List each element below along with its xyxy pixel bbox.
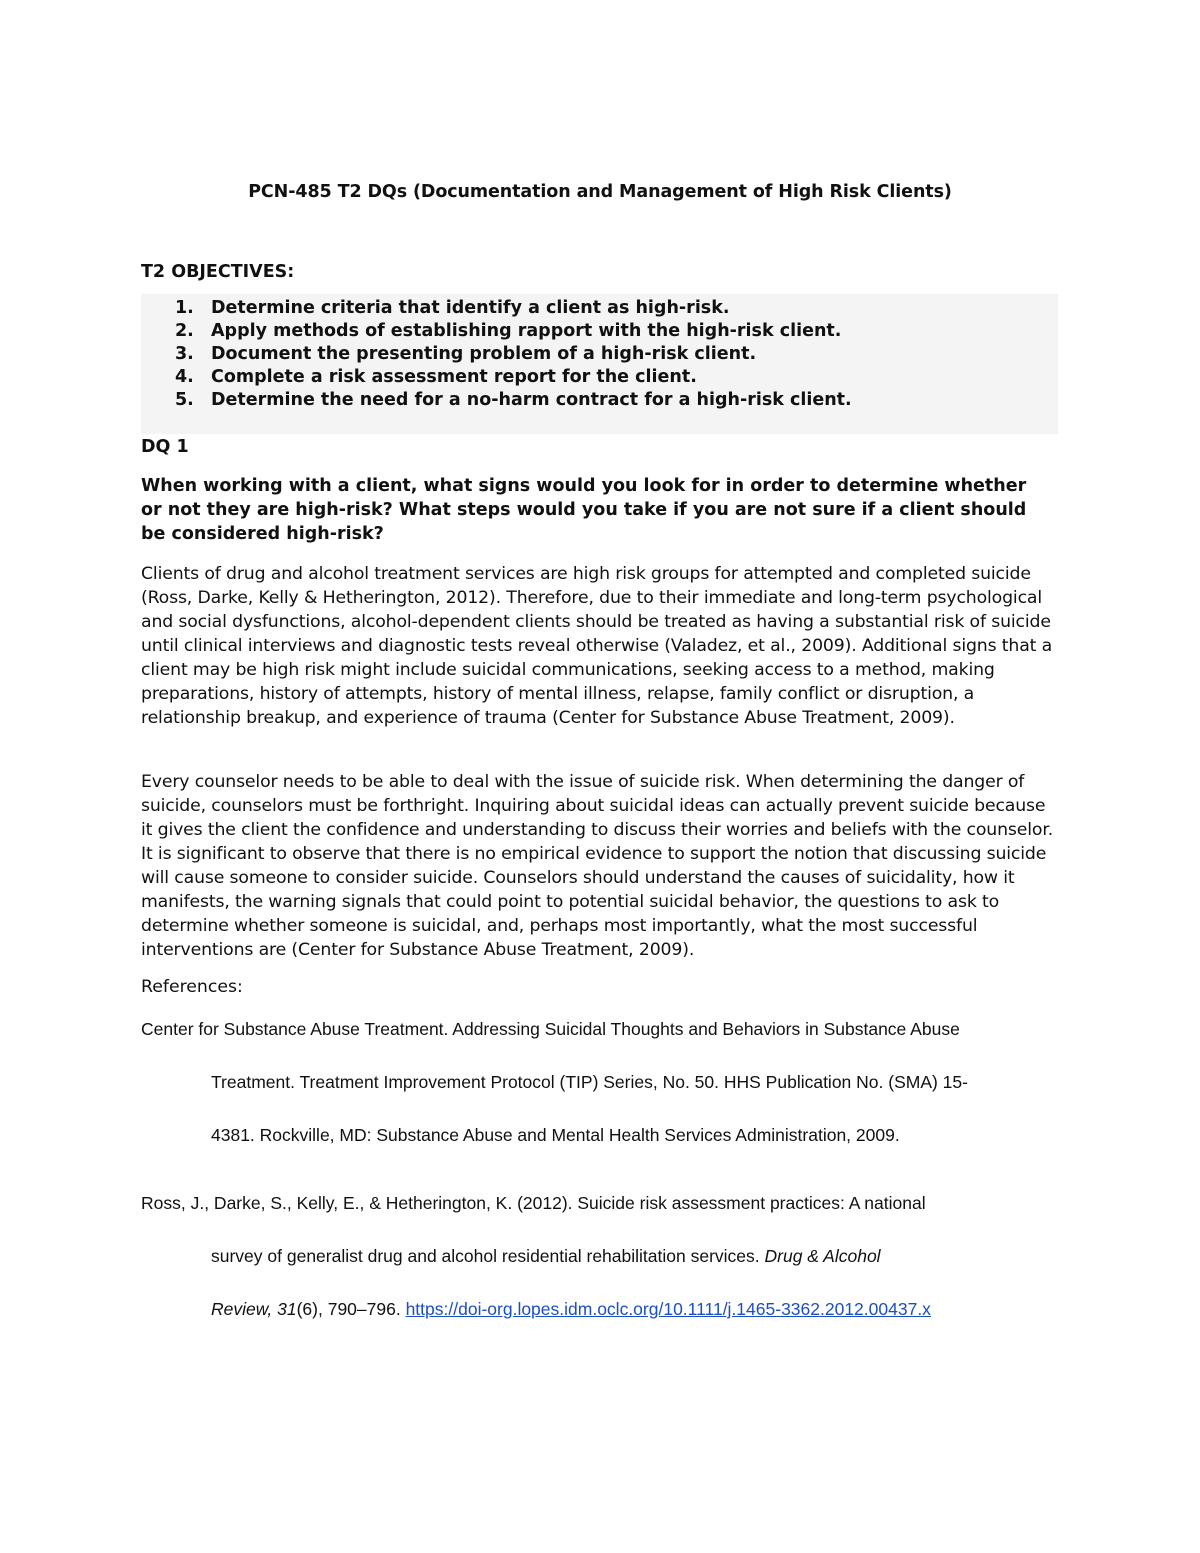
objectives-list	[141, 297, 1058, 412]
reference-entry-2: Ross, J., Darke, S., Kelly, E., & Hetherington, K. (2012). Suicide risk assessment practices: A national survey of generalist drug and alcohol residential rehabilitation services. Drug & Alcohol Review, 31(6), 790–796. https://doi-org.lopes.idm.oclc.org/10.1111/j.1465-3362.2012.00437.x	[141, 1193, 931, 1319]
body-paragraph-1: Clients of drug and alcohol treatment services are high risk groups for attempted and completed suicide (Ross, Darke, Kelly & Hetherington, 2012). Therefore, due to their immediate and long-term psychological and social dysfunctions, alcohol-dependent clients should be treated as having a substantial risk of suicide until clinical interviews and diagnostic tests reveal otherwise (Valadez, et al., 2009). Additional signs that a client may be high risk might include suicidal communications, seeking access to a method, making preparations, history of attempts, history of mental illness, relapse, family conflict or disruption, a relationship breakup, and experience of trauma (Center for Substance Abuse Treatment, 2009).	[141, 564, 1053, 728]
objective-item: 1. Determine criteria that identify a client as high-risk.	[175, 298, 730, 318]
objective-item: 3. Document the presenting problem of a high-risk client.	[175, 344, 757, 364]
discussion-question: When working with a client, what signs would you look for in order to determine whether or not they are high-risk? What steps would you take if you are not sure if a client should be considered high-risk?	[141, 476, 1027, 544]
doi-link[interactable]: https://doi-org.lopes.idm.oclc.org/10.1111/j.1465-3362.2012.00437.x	[405, 1299, 931, 1319]
objectives-heading: T2 OBJECTIVES:	[141, 262, 295, 282]
body-paragraph-2: Every counselor needs to be able to deal with the issue of suicide risk. When determining the danger of suicide, counselors must be forthright. Inquiring about suicidal ideas can actually prevent suicide because it gives the client the confidence and understanding to discuss their worries and beliefs with the counselor. It is significant to observe that there is no empirical evidence to support the notion that discussing suicide will cause someone to consider suicide. Counselors should understand the causes of suicidality, how it manifests, the warning signals that could point to potential suicidal behavior, the questions to ask to determine whether someone is suicidal, and, perhaps most importantly, what the most successful interventions are (Center for Substance Abuse Treatment, 2009).	[141, 772, 1054, 960]
objective-item: 2. Apply methods of establishing rapport with the high-risk client.	[175, 321, 842, 341]
objective-item: 5. Determine the need for a no-harm contract for a high-risk client.	[175, 390, 852, 410]
document-title: PCN-485 T2 DQs (Documentation and Management of High Risk Clients)	[248, 182, 952, 202]
objective-item: 4. Complete a risk assessment report for the client.	[175, 367, 697, 387]
reference-entry-1: Center for Substance Abuse Treatment. Addressing Suicidal Thoughts and Behaviors in Substance Abuse Treatment. Treatment Improvement Protocol (TIP) Series, No. 50. HHS Publication No. (SMA) 15- 4381. Rockville, MD: Substance Abuse and Mental Health Services Administration, 2009.	[141, 1019, 968, 1145]
references-label: References:	[141, 977, 243, 997]
dq-heading: DQ 1	[141, 437, 189, 457]
